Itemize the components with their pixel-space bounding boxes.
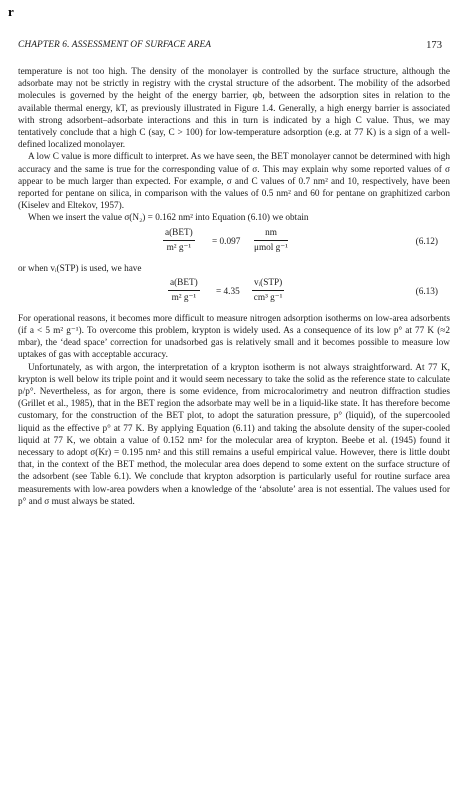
eq612-rhs-numerator: nm (254, 227, 288, 241)
eq613-lhs-numerator: a(BET) (168, 277, 200, 291)
margin-mark: r (8, 4, 14, 19)
paragraph-4: or when vᵢ(STP) is used, we have (18, 263, 142, 274)
page-body (18, 66, 450, 508)
eq612-rhs-denominator: μmol g⁻¹ (254, 242, 288, 253)
eq613-lhs-denominator: m² g⁻¹ (171, 293, 197, 304)
eq612-rhs-fraction (254, 227, 288, 254)
paragraph-5: For operational reasons, it becomes more difficult to measure nitrogen adsorption isotherms on low-area adsorbents (if a < 5 m² g⁻¹). To overcome this problem, krypton is widely used. As a consequence of its low p° at 77 K (≈2 mbar), the ‘dead space’ correction for unadsorbed gas is relatively small and it becomes possible to measure low uptakes of gas with acceptable accuracy. (18, 313, 450, 361)
eq612-lhs-numerator: a(BET) (163, 227, 195, 241)
chapter-title: CHAPTER 6. ASSESSMENT OF SURFACE AREA (18, 40, 212, 50)
eq613-coefficient: = 4.35 (216, 286, 240, 297)
equation-6-12 (18, 227, 450, 261)
paragraph-3: When we insert the value σ(N₂) = 0.162 nm² into Equation (6.10) we obtain (28, 213, 309, 224)
eq613-number: (6.13) (415, 286, 438, 297)
eq613-rhs-numerator: vᵢ(STP) (252, 277, 284, 291)
eq612-lhs-denominator: m² g⁻¹ (166, 242, 192, 253)
eq612-number: (6.12) (415, 236, 438, 247)
paragraph-1: temperature is not too high. The density of the monolayer is controlled by the surface structure, although the adsorbate may not be strictly in registry with the crystal structure of the adsorbent. The mobility of the adsorbed molecules is governed by the height of the energy barrier, φb, between the adsorption sites in relation to the available thermal energy, kT, as previously illustrated in Figure 1.4. Generally, a high energy barrier is associated with strong adsorbent–adsorbate interactions and this in turn is indicated by a high C value. Thus, we may tentatively conclude that a high C (say, C > 100) for low-temperature adsorption (e.g. at 77 K) is a sign of a well-defined localized monolayer. (18, 67, 450, 151)
equation-6-13 (18, 277, 450, 311)
running-header (18, 40, 450, 56)
eq613-lhs-fraction (168, 277, 200, 304)
page-number: 173 (426, 40, 442, 51)
paragraph-2: A low C value is more difficult to interpret. As we have seen, the BET monolayer cannot be determined with high accuracy and the same is true for the corresponding value of σ. This may explain why some reported values of σ appear to be much larger than expected. For example, σ and C values of 0.7 nm² and 10, respectively, have been reported for pentane on silica, in comparison with the values of 0.5 nm² and 60 for pentane on graphitized carbon (Kiselev and Eltekov, 1957). (18, 152, 450, 212)
eq613-rhs-fraction (252, 277, 284, 304)
paragraph-6: Unfortunately, as with argon, the interpretation of a krypton isotherm is not always straightforward. At 77 K, krypton is well below its triple point and it would seem necessary to take the solid as the reference state to calculate p/p°. Nevertheless, as for argon, there is some evidence, from microcalorimetry and neutron diffraction studies (Grillet et al., 1985), that in the BET region the adsorbate may well be in a liquid-like state. It has therefore become customary, for the construction of the BET plot, to adopt the saturation pressure, p° (liquid), of the supercooled liquid as the effective p° at 77 K. By applying Equation (6.11) and taking the absolute density of the super-cooled liquid at 77 K, we obtain a value of 0.152 nm² for the molecular area of krypton. Beebe et al. (1945) found it necessary to adopt σ(Kr) = 0.195 nm² and this still remains a useful empirical value. However, there is little doubt that, in the context of the BET method, the molecular area does depend to some extent on the surface structure of the adsorbent (see Table 6.1). We conclude that krypton adsorption is particularly useful for routine surface area measurements with low-area powders when a knowledge of the ‘absolute’ area is not essential. The values used for p° and σ must always be stated. (18, 362, 450, 507)
eq612-coefficient: = 0.097 (212, 236, 241, 247)
eq613-rhs-denominator: cm³ g⁻¹ (253, 293, 283, 304)
eq612-lhs-fraction (163, 227, 195, 254)
